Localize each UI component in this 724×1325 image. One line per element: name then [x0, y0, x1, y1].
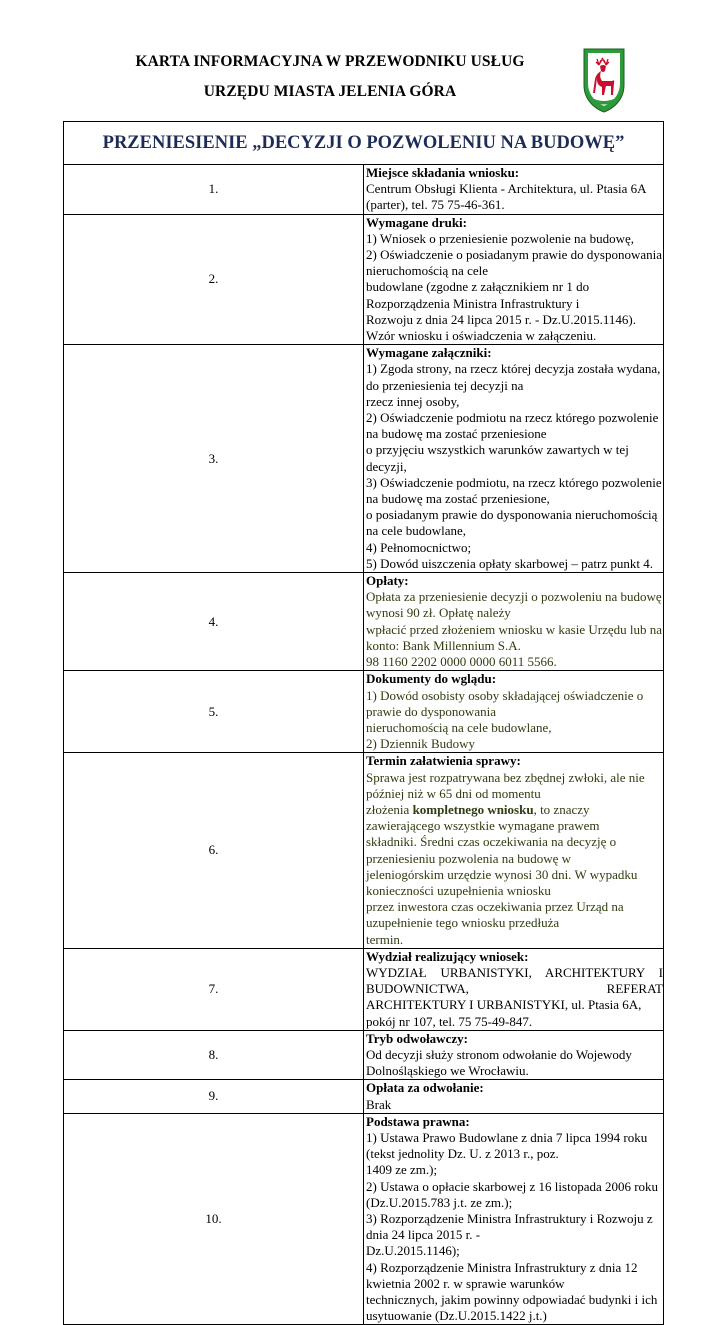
- table-row: [64, 948, 664, 1030]
- section-line: Centrum Obsługi Klienta - Architektura, ul. Ptasia 6A (parter), tel. 75 75-46-361.: [366, 181, 646, 213]
- section-line: budowlane (zgodne z załącznikiem nr 1 do Rozporządzenia Ministra Infrastruktury i: [366, 279, 590, 311]
- section-heading: Opłata za odwołanie:: [366, 1080, 484, 1096]
- section-line: 2) Oświadczenie podmiotu na rzecz którego pozwolenie na budowę ma zostać przeniesione: [366, 410, 659, 442]
- section-line: 2) Dziennik Budowy: [366, 736, 476, 752]
- row-number: 6.: [64, 753, 364, 948]
- table-row: [64, 671, 664, 753]
- row-content: [364, 573, 664, 671]
- section-line: Opłata za przeniesienie decyzji o pozwoleniu na budowę wynosi 90 zł. Opłatę należy: [366, 589, 662, 621]
- section-line: przez inwestora czas oczekiwania przez Urząd na uzupełnienie tego wniosku przedłuża: [366, 899, 624, 931]
- row-content: [364, 1030, 664, 1080]
- section-line: Wzór wniosku i oświadczenia w załączeniu.: [366, 328, 597, 344]
- section-line: 4) Pełnomocnictwo;: [366, 539, 472, 555]
- section-heading: Dokumenty do wglądu:: [366, 671, 497, 687]
- section-line: nieruchomością na cele budowlane,: [366, 719, 552, 735]
- line-text: , to znaczy zawierającego wszystkie wymagane prawem: [366, 801, 600, 834]
- section-line: jeleniogórskim urzędzie wynosi 30 dni. W wypadku konieczności uzupełnienia wniosku: [366, 866, 638, 898]
- row-number: 2.: [64, 214, 364, 345]
- row-content: [364, 1113, 664, 1325]
- table-row: [64, 573, 664, 671]
- section-line: 3) Oświadczenie podmiotu, na rzecz którego pozwolenie na budowę ma zostać przeniesione,: [366, 474, 662, 507]
- info-table: [63, 121, 664, 1325]
- row-content: [364, 214, 664, 345]
- table-row: [64, 753, 664, 948]
- section-line: 5) Dowód uiszczenia opłaty skarbowej – patrz punkt 4.: [366, 555, 654, 571]
- section-line: 1) Dowód osobisty osoby składającej oświadczenie o prawie do dysponowania: [366, 687, 644, 719]
- section-line: Dz.U.2015.1146);: [366, 1243, 460, 1259]
- section-line: 3) Rozporządzenie Ministra Infrastruktury i Rozwoju z dnia 24 lipca 2015 r. -: [366, 1211, 653, 1243]
- row-number: 10.: [64, 1113, 364, 1325]
- line-text: złożenia: [366, 801, 413, 817]
- section-line: 1) Zgoda strony, na rzecz której decyzja została wydana, do przeniesienia tej decyzji na: [366, 361, 661, 393]
- section-line: 1) Ustawa Prawo Budowlane z dnia 7 lipca 1994 roku (tekst jednolity Dz. U. z 2013 r., poz.: [366, 1129, 648, 1162]
- table-row: [64, 1113, 664, 1325]
- row-number: 3.: [64, 345, 364, 573]
- row-content: [364, 165, 664, 215]
- section-line: WYDZIAŁ URBANISTYKI, ARCHITEKTURY I BUDOWNICTWA, REFERAT: [366, 964, 663, 997]
- row-content: [364, 345, 664, 573]
- row-number: 7.: [64, 948, 364, 1030]
- section-line: 1409 ze zm.);: [366, 1162, 438, 1178]
- section-line: Brak: [366, 1096, 392, 1112]
- table-row: [64, 214, 664, 345]
- row-number: 1.: [64, 165, 364, 215]
- section-heading: Termin załatwienia sprawy:: [366, 753, 521, 769]
- row-content: [364, 948, 664, 1030]
- emphasis-text: kompletnego wniosku: [412, 801, 534, 817]
- section-heading: Tryb odwoławczy:: [366, 1030, 468, 1046]
- section-line: Rozwoju z dnia 24 lipca 2015 r. - Dz.U.2015.1146).: [366, 311, 636, 327]
- section-line: Sprawa jest rozpatrywana bez zbędnej zwłoki, ale nie później niż w 65 dni od momentu: [366, 769, 645, 801]
- section-heading: Opłaty:: [366, 573, 409, 589]
- section-line: 4) Rozporządzenie Ministra Infrastruktury z dnia 12 kwietnia 2002 r. w sprawie warunków: [366, 1259, 638, 1291]
- section-heading: Wydział realizujący wniosek:: [366, 948, 529, 964]
- row-number: 8.: [64, 1030, 364, 1080]
- section-heading: Podstawa prawna:: [366, 1113, 470, 1129]
- section-line: 98 1160 2202 0000 0000 6011 5566.: [366, 654, 557, 670]
- section-line: wpłacić przed złożeniem wniosku w kasie Urzędu lub na konto: Bank Millennium S.A.: [366, 621, 663, 653]
- section-heading: Miejsce składania wniosku:: [366, 165, 520, 180]
- section-line: [366, 802, 663, 834]
- row-content: [364, 1080, 664, 1113]
- row-number: 5.: [64, 671, 364, 753]
- table-row: [64, 1080, 664, 1113]
- section-line: składniki. Średni czas oczekiwania na decyzję o przeniesieniu pozwolenia na budowę w: [366, 834, 617, 866]
- header-line-2: URZĘDU MIASTA JELENIA GÓRA: [203, 83, 457, 100]
- row-number: 9.: [64, 1080, 364, 1113]
- table-row: [64, 345, 664, 573]
- city-crest-icon: [582, 47, 626, 113]
- section-heading: Wymagane załączniki:: [366, 345, 492, 361]
- section-line: technicznych, jakim powinny odpowiadać budynki i ich usytuowanie (Dz.U.2015.1422 j.t.): [366, 1292, 658, 1324]
- section-line: o posiadanym prawie do dysponowania nieruchomością na cele budowlane,: [366, 507, 658, 539]
- document-title: PRZENIESIENIE „DECYZJI O POZWOLENIU NA BUDOWĘ”: [64, 122, 664, 165]
- section-line: 1) Wniosek o przeniesienie pozwolenie na budowę,: [366, 230, 634, 246]
- section-heading: Wymagane druki:: [366, 214, 467, 230]
- section-line: o przyjęciu wszystkich warunków zawartych w tej decyzji,: [366, 442, 629, 474]
- section-line: ARCHITEKTURY I URBANISTYKI, ul. Ptasia 6A, pokój nr 107, tel. 75 75-49-847.: [366, 997, 642, 1029]
- title-row: [64, 122, 664, 165]
- table-row: [64, 165, 664, 215]
- section-line: rzecz innej osoby,: [366, 393, 460, 409]
- row-number: 4.: [64, 573, 364, 671]
- row-content: [364, 671, 664, 753]
- section-line: Od decyzji służy stronom odwołanie do Wojewody Dolnośląskiego we Wrocławiu.: [366, 1046, 632, 1079]
- header-line-1: KARTA INFORMACYJNA W PRZEWODNIKU USŁUG: [135, 53, 525, 70]
- section-line: 2) Oświadczenie o posiadanym prawie do dysponowania nieruchomością na cele: [366, 247, 663, 279]
- document-header: [0, 0, 724, 118]
- table-row: [64, 1030, 664, 1080]
- section-line: termin.: [366, 931, 404, 947]
- row-content: [364, 753, 664, 948]
- section-line: 2) Ustawa o opłacie skarbowej z 16 listopada 2006 roku (Dz.U.2015.783 j.t. ze zm.);: [366, 1178, 659, 1210]
